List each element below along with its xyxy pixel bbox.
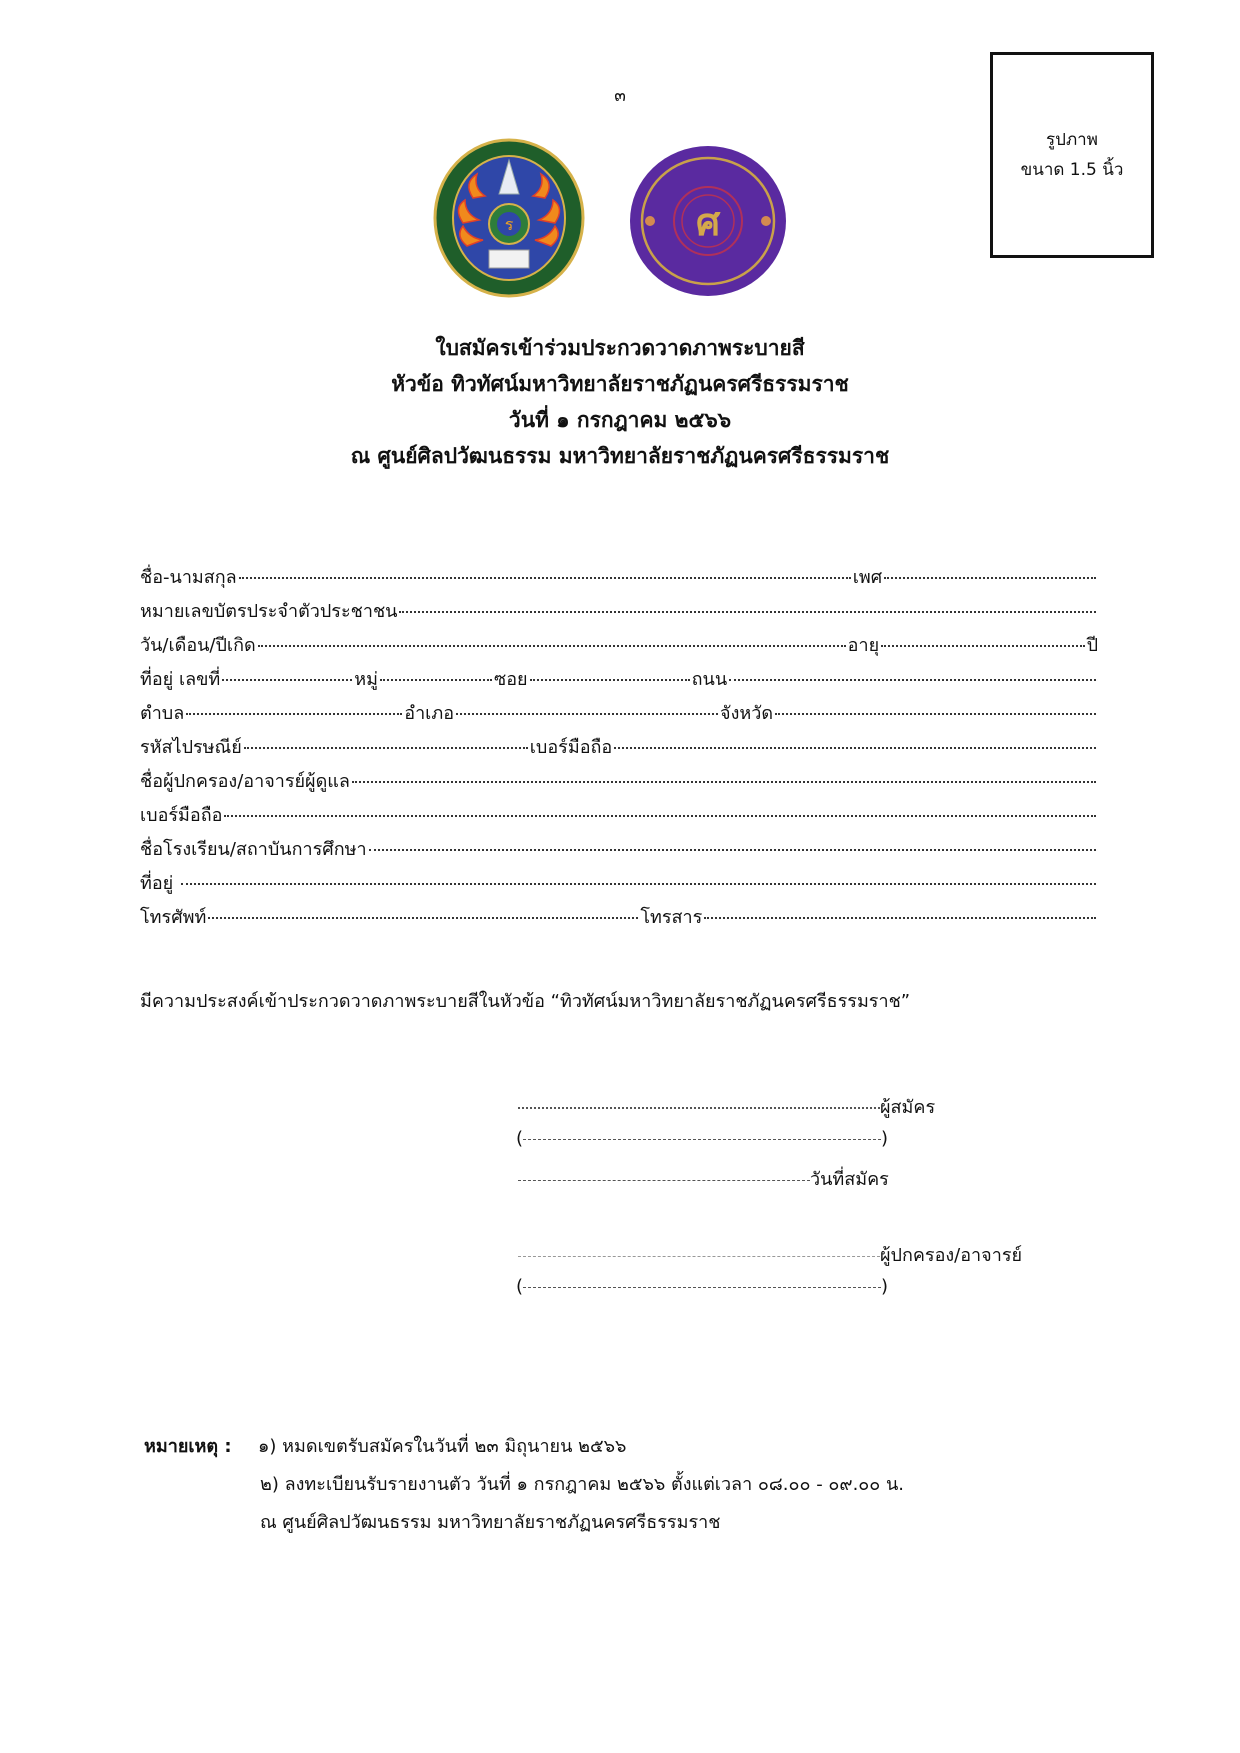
open-paren: ( <box>516 1276 524 1297</box>
guardian-sign-label: ผู้ปกครอง/อาจารย์ <box>880 1245 1023 1266</box>
province-field[interactable] <box>775 713 1096 715</box>
close-paren: ) <box>881 1276 889 1297</box>
birth-date-field[interactable] <box>258 645 846 647</box>
emblem-base-icon <box>489 250 529 268</box>
guardian-row <box>140 766 1098 800</box>
moo-label: หมู่ <box>354 669 379 690</box>
subdistrict-field[interactable] <box>186 713 402 715</box>
application-form <box>140 562 1098 936</box>
school-field[interactable] <box>369 849 1096 851</box>
subdistrict-label: ตำบล <box>140 703 185 724</box>
id-card-field[interactable] <box>399 611 1096 613</box>
phone-row <box>140 902 1098 936</box>
gender-label: เพศ <box>852 567 883 588</box>
soi-field[interactable] <box>530 679 690 681</box>
id-card-label: หมายเลขบัตรประจำตัวประชาชน <box>140 601 398 622</box>
title-line-1: ใบสมัครเข้าร่วมประกวดวาดภาพระบายสี <box>435 336 805 360</box>
name-field[interactable] <box>239 577 851 579</box>
note-item-2: ๒) ลงทะเบียนรับรายงานตัว วันที่ ๑ กรกฎาคม ๒๕๖๖ ตั้งแต่เวลา ๐๘.๐๐ - ๐๙.๐๐ น. <box>260 1474 905 1495</box>
photo-placeholder-box <box>990 52 1154 258</box>
birth-date-row <box>140 630 1098 664</box>
note-item-1: ๑) หมดเขตรับสมัครในวันที่ ๒๓ มิถุนายน ๒๕๖๖ <box>258 1436 627 1457</box>
fax-field[interactable] <box>704 917 1096 919</box>
birth-date-label: วัน/เดือน/ปีเกิด <box>140 635 256 656</box>
applicant-name-field[interactable] <box>523 1139 881 1140</box>
road-label: ถนน <box>691 669 728 690</box>
guardian-signature-row <box>518 1240 1022 1269</box>
apply-date-label: วันที่สมัคร <box>810 1169 889 1190</box>
title-line-4: ณ ศูนย์ศิลปวัฒนธรรม มหาวิทยาลัยราชภัฏนครศรีธรรมราช <box>350 444 890 468</box>
guardian-name-row <box>516 1276 888 1297</box>
age-label: อายุ <box>847 635 880 656</box>
gender-field[interactable] <box>884 577 1096 579</box>
apply-date-row <box>518 1164 889 1193</box>
guardian-field[interactable] <box>352 781 1096 783</box>
mobile-label: เบอร์มือถือ <box>529 737 613 758</box>
school-label: ชื่อโรงเรียน/สถาบันการศึกษา <box>140 839 367 860</box>
center-monogram-icon: ศ <box>695 200 721 244</box>
form-title <box>200 330 1040 474</box>
svg-text:ร: ร <box>504 215 514 234</box>
district-field[interactable] <box>456 713 718 715</box>
applicant-label: ผู้สมัคร <box>880 1097 936 1118</box>
postcode-row <box>140 732 1098 766</box>
guardian-mobile-row <box>140 800 1098 834</box>
declaration-text: มีความประสงค์เข้าประกวดวาดภาพระบายสีในหัวข้อ “ทิวทัศน์มหาวิทยาลัยราชภัฏนครศรีธรรมราช” <box>140 991 911 1012</box>
cultural-center-logo <box>628 143 788 298</box>
guardian-label: ชื่อผู้ปกครอง/อาจารย์ผู้ดูแล <box>140 771 350 792</box>
id-card-row <box>140 596 1098 630</box>
address-no-label: ที่อยู่ เลขที่ <box>140 669 221 690</box>
university-emblem-logo <box>433 138 585 298</box>
name-row <box>140 562 1098 596</box>
district-label: อำเภอ <box>404 703 455 724</box>
year-unit-label: ปี <box>1086 635 1098 656</box>
title-line-3: วันที่ ๑ กรกฎาคม ๒๕๖๖ <box>508 408 732 432</box>
postcode-field[interactable] <box>244 747 528 749</box>
open-paren: ( <box>516 1128 524 1149</box>
name-label: ชื่อ-นามสกุล <box>140 567 237 588</box>
photo-size-label: ขนาด 1.5 นิ้ว <box>1020 160 1124 180</box>
address-row <box>140 664 1098 698</box>
flower-ornament-icon <box>761 216 771 226</box>
moo-field[interactable] <box>380 679 492 681</box>
note-item-3: ณ ศูนย์ศิลปวัฒนธรรม มหาวิทยาลัยราชภัฏนครศรีธรรมราช <box>260 1512 721 1533</box>
notes-section <box>144 1428 904 1542</box>
guardian-name-field[interactable] <box>523 1287 881 1288</box>
age-field[interactable] <box>881 645 1084 647</box>
guardian-mobile-label: เบอร์มือถือ <box>140 805 223 826</box>
school-address-row <box>140 868 1098 902</box>
apply-date-field[interactable] <box>518 1180 810 1181</box>
title-line-2: หัวข้อ ทิวทัศน์มหาวิทยาลัยราชภัฏนครศรีธรรมราช <box>391 372 849 396</box>
applicant-signature-field[interactable] <box>518 1107 880 1109</box>
applicant-name-row <box>516 1128 888 1149</box>
mobile-field[interactable] <box>614 747 1096 749</box>
close-paren: ) <box>881 1128 889 1149</box>
flower-ornament-icon <box>645 216 655 226</box>
page-number: ๓ <box>614 86 626 106</box>
applicant-signature-row <box>518 1092 935 1121</box>
photo-label: รูปภาพ <box>1046 130 1098 150</box>
road-field[interactable] <box>729 679 1096 681</box>
guardian-signature-field[interactable] <box>518 1256 880 1257</box>
notes-heading: หมายเหตุ : <box>144 1436 232 1457</box>
phone-field[interactable] <box>208 917 638 919</box>
address-no-field[interactable] <box>222 679 352 681</box>
postcode-label: รหัสไปรษณีย์ <box>140 737 242 758</box>
fax-label: โทรสาร <box>640 907 703 928</box>
guardian-mobile-field[interactable] <box>224 815 1096 817</box>
soi-label: ซอย <box>494 669 528 690</box>
school-row <box>140 834 1098 868</box>
school-address-field[interactable] <box>181 883 1096 885</box>
school-address-label: ที่อยู่ <box>140 873 174 894</box>
district-row <box>140 698 1098 732</box>
province-label: จังหวัด <box>720 703 774 724</box>
phone-label: โทรศัพท์ <box>140 907 207 928</box>
